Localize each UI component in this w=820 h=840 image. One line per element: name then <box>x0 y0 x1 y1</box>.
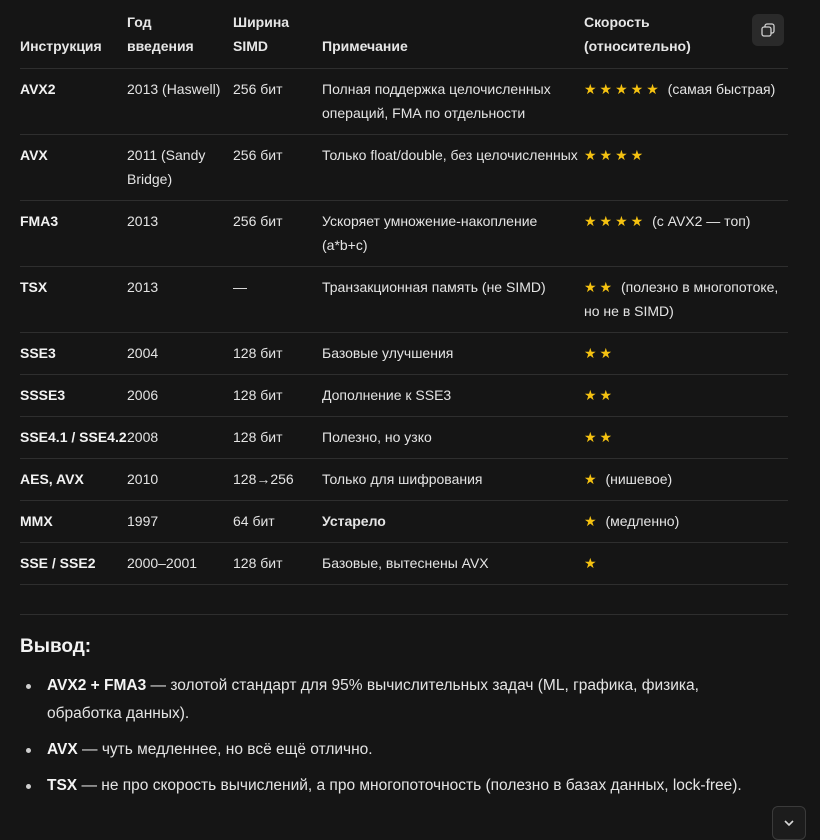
speed-note: (медленно) <box>605 513 680 529</box>
cell-note: Полезно, но узко <box>322 417 584 459</box>
star-rating: ★★ <box>584 279 616 295</box>
cell-simd-width: 128 бит <box>233 333 322 375</box>
star-rating: ★★ <box>584 345 616 361</box>
table-row <box>20 69 788 135</box>
cell-speed <box>584 375 788 417</box>
copy-icon <box>761 23 775 37</box>
star-rating: ★ <box>584 513 600 529</box>
list-item: TSX — не про скорость вычислений, а про многопоточность (полезно в базах данных, lock-free). <box>20 772 760 800</box>
bullet-dot <box>26 748 31 753</box>
cell-speed <box>584 543 788 585</box>
table-row <box>20 417 788 459</box>
cell-simd-width: 256 бит <box>233 69 322 135</box>
cell-instruction: SSSE3 <box>20 375 127 417</box>
cell-instruction: AVX <box>20 135 127 201</box>
cell-instruction: FMA3 <box>20 201 127 267</box>
cell-instruction: AES, AVX <box>20 459 127 501</box>
cell-note: Только float/double, без целочисленных <box>322 135 584 201</box>
list-item: AVX — чуть медленнее, но всё ещё отлично. <box>20 736 760 764</box>
header-instruction: Инструкция <box>20 0 127 69</box>
table-row <box>20 543 788 585</box>
speed-note: (нишевое) <box>605 471 673 487</box>
cell-simd-width: — <box>233 267 322 333</box>
header-year: Год введения <box>127 0 233 69</box>
star-rating: ★★★★ <box>584 147 647 163</box>
speed-note: (самая быстрая) <box>667 81 776 97</box>
table-row <box>20 135 788 201</box>
table-row <box>20 201 788 267</box>
cell-speed <box>584 201 788 267</box>
table-row <box>20 333 788 375</box>
cell-year: 2013 <box>127 267 233 333</box>
cell-instruction: SSE4.1 / SSE4.2 <box>20 417 127 459</box>
cell-note: Дополнение к SSE3 <box>322 375 584 417</box>
cell-instruction: SSE / SSE2 <box>20 543 127 585</box>
cell-speed <box>584 267 788 333</box>
star-rating: ★★★★ <box>584 213 647 229</box>
cell-simd-width: 128 бит <box>233 543 322 585</box>
bullet-dot <box>26 684 31 689</box>
bullet-dot <box>26 784 31 789</box>
cell-speed <box>584 501 788 543</box>
cell-year: 2004 <box>127 333 233 375</box>
cell-simd-width: 128→256 <box>233 459 322 501</box>
cell-year: 2013 (Haswell) <box>127 69 233 135</box>
cell-note: Устарело <box>322 501 584 543</box>
star-rating: ★ <box>584 471 600 487</box>
section-divider <box>20 614 788 615</box>
cell-note: Транзакционная память (не SIMD) <box>322 267 584 333</box>
cell-note: Полная поддержка целочисленных операций, FMA по отдельности <box>322 69 584 135</box>
chevron-down-icon <box>782 816 796 830</box>
header-speed: Скорость (относительно) <box>584 0 788 69</box>
table-row <box>20 459 788 501</box>
comparison-table-container <box>20 0 788 585</box>
cell-simd-width: 256 бит <box>233 135 322 201</box>
cell-speed <box>584 333 788 375</box>
cell-year: 2010 <box>127 459 233 501</box>
cell-note: Только для шифрования <box>322 459 584 501</box>
cell-note: Ускоряет умножение-накопление (a*b+c) <box>322 201 584 267</box>
header-note: Примечание <box>322 0 584 69</box>
copy-table-button[interactable] <box>752 14 784 46</box>
cell-speed <box>584 417 788 459</box>
cell-speed <box>584 69 788 135</box>
star-rating: ★★ <box>584 429 616 445</box>
cell-simd-width: 128 бит <box>233 417 322 459</box>
star-rating: ★ <box>584 555 600 571</box>
star-rating: ★★ <box>584 387 616 403</box>
cell-year: 1997 <box>127 501 233 543</box>
cell-simd-width: 128 бит <box>233 375 322 417</box>
header-simd-width: Ширина SIMD <box>233 0 322 69</box>
speed-note: (с AVX2 — топ) <box>652 213 751 229</box>
cell-instruction: AVX2 <box>20 69 127 135</box>
table-header-row <box>20 0 788 69</box>
cell-note: Базовые, вытеснены AVX <box>322 543 584 585</box>
table-row <box>20 375 788 417</box>
cell-year: 2000–2001 <box>127 543 233 585</box>
cell-instruction: SSE3 <box>20 333 127 375</box>
cell-simd-width: 64 бит <box>233 501 322 543</box>
conclusion-heading: Вывод: <box>20 636 92 657</box>
cell-speed <box>584 135 788 201</box>
cell-note: Базовые улучшения <box>322 333 584 375</box>
conclusion-list <box>20 672 760 808</box>
star-rating: ★★★★★ <box>584 81 662 97</box>
cell-year: 2013 <box>127 201 233 267</box>
cell-speed <box>584 459 788 501</box>
list-item: AVX2 + FMA3 — золотой стандарт для 95% вычислительных задач (ML, графика, физика, обработка данных). <box>20 672 760 728</box>
speed-note: (полезно в многопотоке, но не в SIMD) <box>584 279 779 319</box>
cell-year: 2006 <box>127 375 233 417</box>
cell-simd-width: 256 бит <box>233 201 322 267</box>
scroll-down-button[interactable] <box>772 806 806 840</box>
simd-comparison-table <box>20 0 788 585</box>
cell-instruction: TSX <box>20 267 127 333</box>
table-row <box>20 267 788 333</box>
cell-instruction: MMX <box>20 501 127 543</box>
cell-year: 2008 <box>127 417 233 459</box>
cell-year: 2011 (Sandy Bridge) <box>127 135 233 201</box>
table-row <box>20 501 788 543</box>
